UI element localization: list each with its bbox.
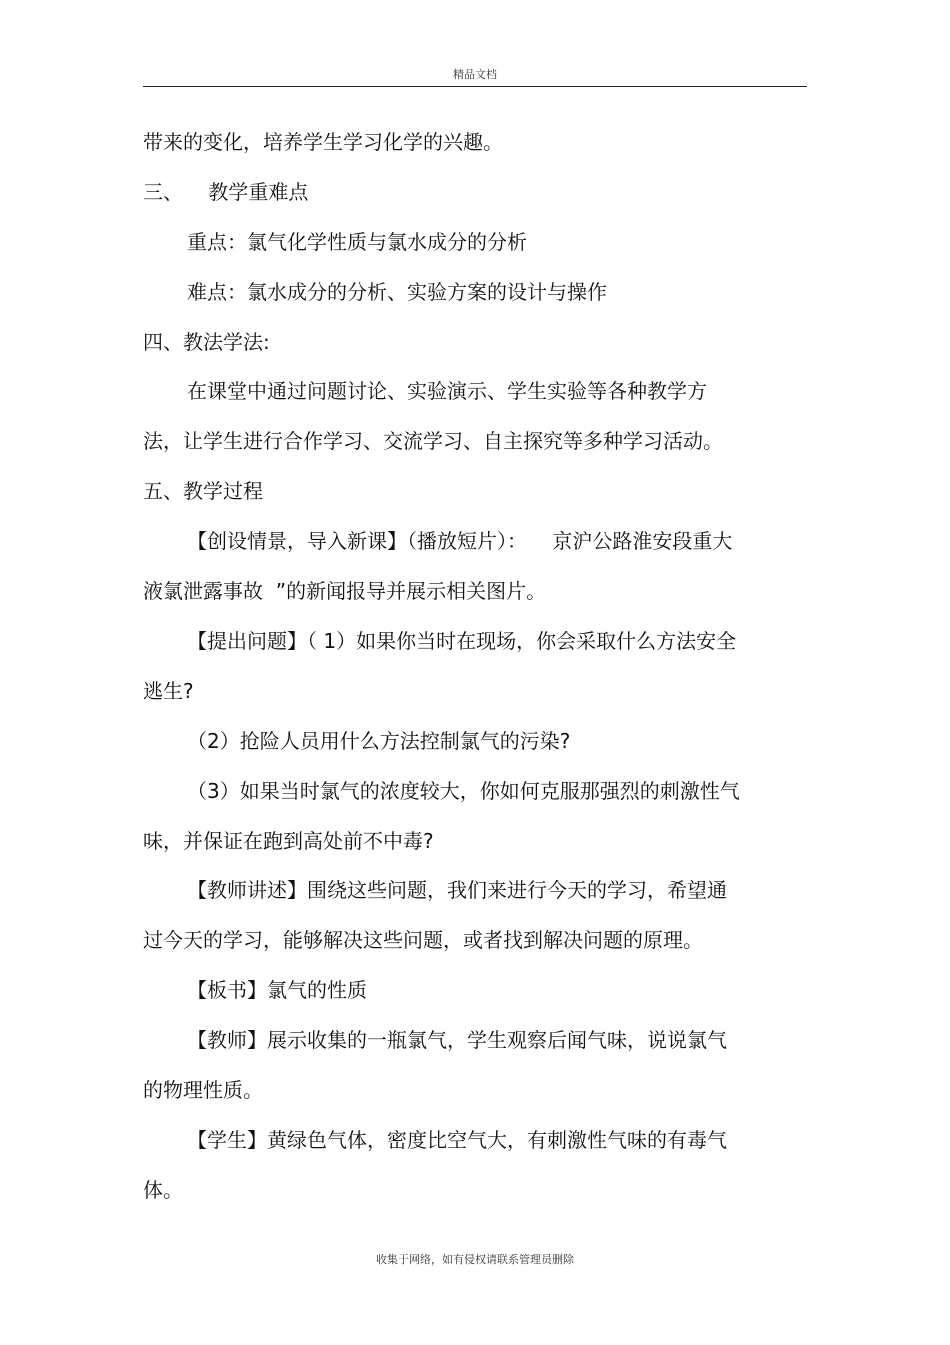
text-line: 在课堂中通过问题讨论、实验演示、学生实验等各种教学方 xyxy=(187,379,707,403)
header-rule xyxy=(143,86,807,87)
section-heading: 三、 教学重难点 xyxy=(143,180,309,204)
text-line: （3）如果当时氯气的浓度较大，你如何克服那强烈的刺激性气 xyxy=(187,779,740,803)
text-line: 的物理性质。 xyxy=(143,1078,263,1102)
text-line: 法，让学生进行合作学习、交流学习、自主探究等多种学习活动。 xyxy=(143,429,723,453)
text-line: 体。 xyxy=(143,1178,183,1202)
text-line: 【教师】展示收集的一瓶氯气，学生观察后闻气味，说说氯气 xyxy=(187,1028,727,1052)
text-line: 逃生? xyxy=(143,679,194,703)
section-heading: 五、教学过程 xyxy=(143,479,263,503)
text-line: 液氯泄露事故 ”的新闻报导并展示相关图片。 xyxy=(143,579,547,603)
section-heading: 四、教法学法: xyxy=(143,330,270,354)
page-footer: 收集于网络，如有侵权请联系管理员删除 xyxy=(376,1253,574,1266)
text-line: （2）抢险人员用什么方法控制氯气的污染? xyxy=(187,729,571,753)
text-line: 【创设情景，导入新课】（播放短片）： 京沪公路淮安段重大 xyxy=(187,529,733,553)
text-line: 难点：氯水成分的分析、实验方案的设计与操作 xyxy=(187,280,607,304)
text-line: 味，并保证在跑到高处前不中毒? xyxy=(143,829,434,853)
page-header: 精品文档 xyxy=(453,68,497,81)
text-line: 【提出问题】（ 1）如果你当时在现场，你会采取什么方法安全 xyxy=(187,629,737,653)
text-line: 带来的变化，培养学生学习化学的兴趣。 xyxy=(143,130,503,154)
text-line: 重点：氯气化学性质与氯水成分的分析 xyxy=(187,230,527,254)
text-line: 【教师讲述】围绕这些问题，我们来进行今天的学习，希望通 xyxy=(187,878,727,902)
text-line: 过今天的学习，能够解决这些问题，或者找到解决问题的原理。 xyxy=(143,928,703,952)
text-line: 【板书】氯气的性质 xyxy=(187,978,367,1002)
text-line: 【学生】黄绿色气体，密度比空气大，有刺激性气味的有毒气 xyxy=(187,1128,727,1152)
